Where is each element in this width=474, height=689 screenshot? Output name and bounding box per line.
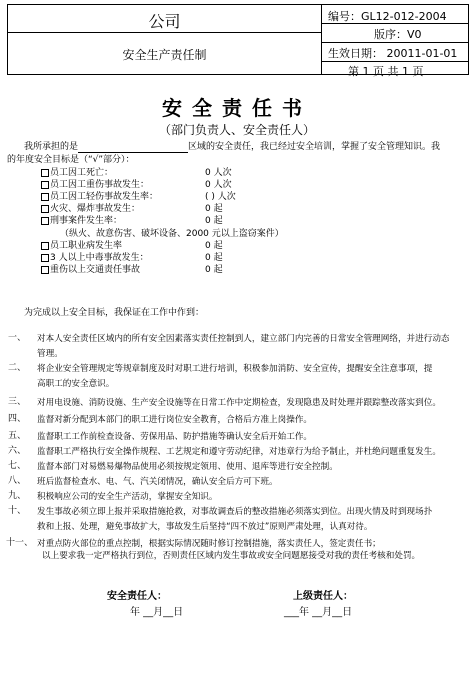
intro-text: 我所承担的是: [24, 142, 79, 152]
page-count: 第 1 页 共 1 页: [348, 65, 424, 78]
item-text: 积极响应公司的安全生产活动，掌握安全知识。: [37, 492, 218, 502]
item-number: 二、: [8, 363, 27, 373]
target-checkbox[interactable]: [41, 181, 49, 189]
item-text: 管理。: [37, 349, 63, 359]
item-number: 十、: [8, 506, 27, 516]
target-checkbox[interactable]: [41, 242, 49, 250]
target-value: 0 起: [205, 216, 223, 226]
area-blank-line[interactable]: [78, 143, 188, 153]
item-text: 对本人安全责任区域内的所有安全因素落实责任控制到人，建立部门内完善的日常安全管理网络，并进行动态: [37, 334, 450, 344]
target-value: 0 起: [205, 241, 223, 251]
target-row: [41, 216, 122, 227]
target-label: 3 人以上中毒事故发生：: [50, 253, 149, 263]
target-value: 0 起: [205, 253, 223, 263]
header-divider: [322, 61, 469, 62]
supervisor-signature-label: 上级责任人：: [293, 591, 353, 602]
target-value: 0 起: [205, 265, 223, 275]
item-text: 高职工的安全意识。: [37, 379, 115, 389]
item-number: 七、: [8, 461, 27, 471]
item-number: 一、: [8, 333, 27, 343]
item-number: 五、: [8, 431, 27, 441]
intro-text: 区域的安全责任，我已经过安全培训，掌握了安全管理知识。我: [188, 142, 441, 152]
intro-line-1: [24, 142, 440, 153]
header-divider: [321, 5, 322, 74]
item-text: 班后监督检查水、电、气、汽关闭情况，确认安全后方可下班。: [37, 477, 278, 487]
item-text: 对用电设施、消防设施、生产安全设施等在日常工作中定期检查，发现隐患及时处理并跟踪整改落实到位。: [37, 398, 441, 408]
document-title: 安全生产责任制: [122, 48, 207, 62]
target-checkbox[interactable]: [41, 254, 49, 262]
target-checkbox[interactable]: [41, 193, 49, 201]
target-row: [41, 180, 149, 191]
document-header-table: [7, 4, 469, 78]
target-value: ( ) 人次: [205, 192, 236, 202]
pledge-intro: 为完成以上安全目标，我保证在工作中作到：: [24, 308, 205, 318]
intro-line-2: 的年度安全目标是（“√”部分）：: [7, 155, 135, 165]
closing-statement: 以上要求我一定严格执行到位，否则责任区域内发生事故或安全问题愿接受对我的责任考核和处罚。: [42, 551, 421, 561]
item-text: 监督职工工作前检查设备、劳保用品、防护措施等确认安全后开始工作。: [37, 432, 313, 442]
target-label: 员工因工轻伤事故发生率：: [50, 192, 159, 202]
target-value: 0 人次: [205, 180, 232, 190]
target-label: 员工因工死亡：: [50, 168, 114, 178]
page-subtitle: （部门负责人、安全责任人）: [158, 123, 315, 137]
item-text: 监督对新分配到本部门的职工进行岗位安全教育，合格后方准上岗操作。: [37, 415, 313, 425]
safety-officer-date: 年 __月__日: [130, 607, 184, 618]
effective-date: 生效日期： 20011-01-01: [328, 47, 458, 60]
item-text: 对重点防火部位的重点控制，根据实际情况随时修订控制措施，落实责任人，签定责任书；: [37, 539, 381, 549]
supervisor-date: ___年 __月__日: [284, 607, 353, 618]
target-label: 员工因工重伤事故发生：: [50, 180, 150, 190]
item-number: 九、: [8, 491, 27, 501]
page-title: 安全责任书: [162, 96, 312, 120]
safety-officer-signature-label: 安全责任人：: [107, 591, 167, 602]
target-label: （纵火、故意伤害、破坏设备、2000 元以上盗窃案件）: [60, 229, 284, 239]
target-value: 0 起: [205, 204, 223, 214]
target-value: 0 人次: [205, 168, 232, 178]
target-label: 重伤以上交通责任事故: [50, 265, 141, 275]
header-divider: [322, 42, 469, 43]
item-number: 三、: [8, 397, 27, 407]
company-name: 公司: [148, 12, 181, 31]
target-label: 员工职业病发生率: [50, 241, 123, 251]
item-number: 十一、: [6, 538, 34, 548]
target-row: [41, 192, 158, 203]
item-number: 八、: [8, 476, 27, 486]
item-text: 监督职工严格执行安全操作规程、工艺规定和遵守劳动纪律，对违章行为给予制止，并杜绝问题重复发生。: [37, 447, 441, 457]
item-number: 四、: [8, 414, 27, 424]
target-checkbox[interactable]: [41, 169, 49, 177]
target-row: [41, 253, 149, 264]
item-text: 将企业安全管理规定等规章制度及时对职工进行培训，积极参加消防、安全宣传，提醒安全注意事项，提: [37, 364, 433, 374]
target-row: [41, 204, 140, 215]
header-divider: [8, 32, 321, 33]
target-row: [41, 168, 113, 179]
document-version: 版序：V0: [374, 28, 422, 41]
target-label: 火灾、爆炸事故发生：: [50, 204, 141, 214]
target-row: [60, 229, 284, 240]
target-checkbox[interactable]: [41, 217, 49, 225]
target-label: 刑事案件发生率：: [50, 216, 123, 226]
item-text: 发生事故必须立即上报并采取措施抢救，对事故调查后的整改措施必须落实到位。出现火情及时到现场扑: [37, 507, 433, 517]
item-text: 监督本部门对易燃易爆物品使用必须按规定领用、使用、退库等进行安全控制。: [37, 462, 338, 472]
target-checkbox[interactable]: [41, 266, 49, 274]
target-row: [41, 241, 122, 252]
document-code: 编号：GL12-012-2004: [328, 10, 447, 23]
target-row: [41, 265, 140, 276]
item-text: 救和上报、处理，避免事故扩大，事故发生后坚持“四不放过”原则严肃处理，认真对待。: [37, 522, 373, 532]
item-number: 六、: [8, 446, 27, 456]
target-checkbox[interactable]: [41, 205, 49, 213]
